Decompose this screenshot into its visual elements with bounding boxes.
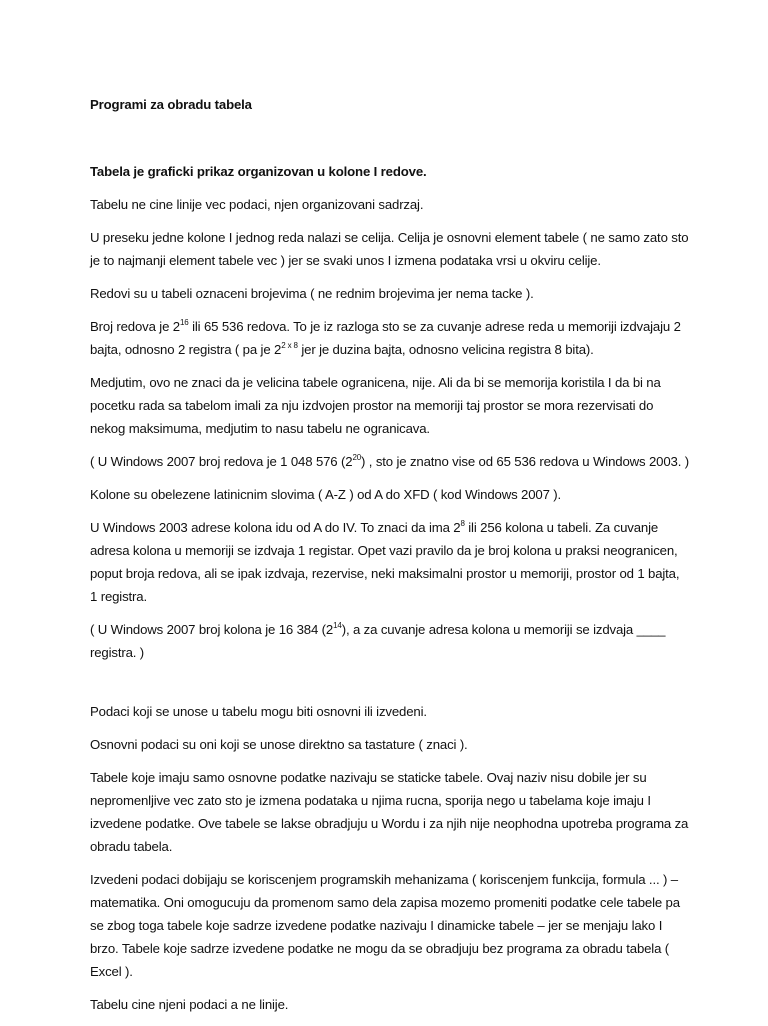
- text-segment: ( U Windows 2007 broj kolona je 16 384 (2: [90, 622, 334, 637]
- text-segment: Broj redova je 2: [90, 319, 180, 334]
- superscript: 16: [179, 318, 189, 327]
- paragraph-table-size: Medjutim, ovo ne znaci da je velicina tabele ogranicena, nije. Ali da bi se memorija koristila I da bi na pocetku rada sa tabelom imali za nju izdvojen prostor na memoriji taj prostor se mora rezervisati do nekog maksimuma, medjutim to nasu tabelu ne ogranicava.: [90, 375, 661, 436]
- superscript: 2 x 8: [281, 341, 298, 350]
- text-segment: U Windows 2003 adrese kolona idu od A do IV. To znaci da ima 2: [90, 520, 461, 535]
- text-segment: ( U Windows 2007 broj redova je 1 048 576 (2: [90, 454, 353, 469]
- paragraph-data-types: Podaci koji se unose u tabelu mogu biti osnovni ili izvedeni.: [90, 704, 427, 719]
- text-segment: ) , sto je znatno vise od 65 536 redova u Windows 2003. ): [361, 454, 689, 469]
- paragraph-basic-data: Osnovni podaci su oni koji se unose direktno sa tastature ( znaci ).: [90, 737, 468, 752]
- paragraph-conclusion: Tabelu cine njeni podaci a ne linije.: [90, 997, 289, 1012]
- paragraph-content: Tabelu ne cine linije vec podaci, njen organizovani sadrzaj.: [90, 197, 424, 212]
- document-page: [90, 93, 690, 1026]
- paragraph-row-count: [90, 315, 690, 361]
- paragraph-derived-data: Izvedeni podaci dobijaju se koriscenjem programskih mehanizama ( koriscenjem funkcija, formula ... ) – matematika. Oni omogucuju da promenom samo dela zapisa mozemo promeniti podatke cele tabele pa se zbog toga tabele koje sadrze izvedene podatke nazivaju I dinamicke tabele – jer se menjaju lako I brzo. Tabele koje sadrze izvedene podatke ne mogu da se obradjuju bez programa za obradu tabela ( Excel ).: [90, 872, 680, 979]
- paragraph-static-tables: Tabele koje imaju samo osnovne podatke nazivaju se staticke tabele. Ovaj naziv nisu dobile jer su nepromenljive vec zato sto je izmena podataka u njima rucna, sporija nego u tabelama koje imaju I izvedene podatke. Ove tabele se lakse obradjuju u Wordu i za njih nije neophodna upotreba programa za obradu tabela.: [90, 770, 689, 854]
- paragraph-columns: Kolone su obelezene latinicnim slovima ( A-Z ) od A do XFD ( kod Windows 2007 ).: [90, 487, 562, 502]
- superscript: 20: [352, 453, 362, 462]
- paragraph-windows-rows: [90, 450, 690, 473]
- text-segment: ili 65 536 redova. To je iz razloga sto se za cuvanje adrese reda u memoriji izdvajaju 2 bajta, odnosno 2 registra ( pa je 2: [90, 319, 681, 357]
- text-segment: jer je duzina bajta, odnosno velicina registra 8 bita).: [297, 342, 594, 357]
- superscript: 8: [460, 519, 465, 528]
- paragraph-column-count: [90, 516, 690, 608]
- text-segment: ili 256 kolona u tabeli. Za cuvanje adresa kolona u memoriji se izdvaja 1 registar. Opet vazi pravilo da je broj kolona u praksi neogranicen, poput broja redova, ali se ipak izdvaja, rezervise, neki maksimalni prostor u memoriji, prostor od 1 bajta, 1 registra.: [90, 520, 680, 604]
- superscript: 14: [333, 621, 342, 630]
- text-segment: ), a za cuvanje adresa kolona u memoriji se izdvaja ____ registra. ): [90, 622, 666, 660]
- paragraph-cell: U preseku jedne kolone I jednog reda nalazi se celija. Celija je osnovni element tabele ( ne samo zato sto je to najmanji element tabele vec ) jer se svaki unos I izmena podataka vrsi u okviru celije.: [90, 230, 689, 268]
- paragraph-windows-columns: [90, 618, 690, 664]
- paragraph-rows: Redovi su u tabeli oznaceni brojevima ( ne rednim brojevima jer nema tacke ).: [90, 286, 534, 301]
- paragraph-definition: Tabela je graficki prikaz organizovan u kolone I redove.: [90, 164, 427, 179]
- document-title: Programi za obradu tabela: [90, 97, 252, 112]
